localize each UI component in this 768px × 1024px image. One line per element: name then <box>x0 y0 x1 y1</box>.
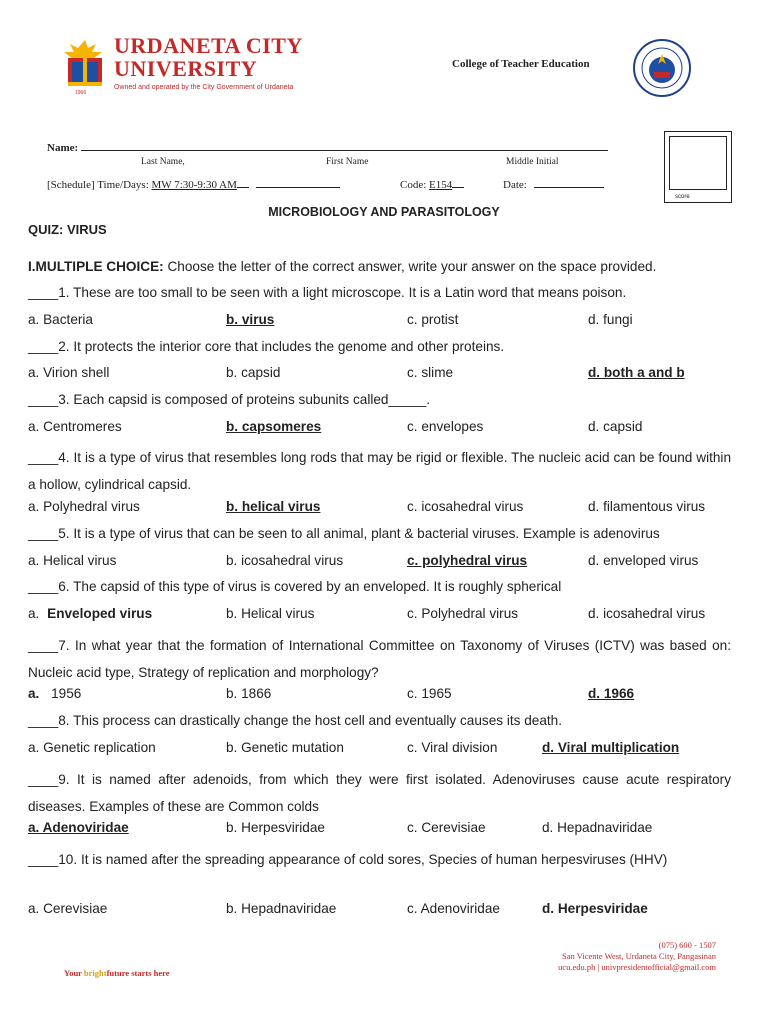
option-d[interactable]: d. Hepadnaviridae <box>542 820 653 835</box>
answer-blank[interactable]: ____ <box>28 638 59 653</box>
question-10 <box>28 846 731 873</box>
schedule-extra-line[interactable] <box>256 177 340 188</box>
option-b[interactable]: b. 1866 <box>226 686 272 701</box>
option-b[interactable]: b. Genetic mutation <box>226 740 344 755</box>
question-text: It is named after adenoids, from which they were first isolated. Adenoviruses cause acute respiratory diseases. Examples of these are Common colds <box>28 772 731 814</box>
name-label: Name: <box>47 142 79 154</box>
option-a[interactable]: a. Cerevisiae <box>28 901 108 916</box>
question-text: It protects the interior core that includes the genome and other proteins. <box>73 339 505 354</box>
option-b[interactable]: b. Herpesviridae <box>226 820 325 835</box>
answer-blank[interactable]: ____ <box>28 450 59 465</box>
question-8 <box>28 712 562 730</box>
question-text: These are too small to be seen with a light microscope. It is a Latin word that means poison. <box>73 285 627 300</box>
first-name-caption: First Name <box>326 157 369 167</box>
option-a[interactable]: a. Centromeres <box>28 419 122 434</box>
date-label: Date: <box>503 179 527 191</box>
option-a[interactable]: a. Helical virus <box>28 553 117 568</box>
option-text: 1956 <box>51 686 82 701</box>
question-6 <box>28 578 561 596</box>
schedule-row <box>47 177 340 191</box>
question-1 <box>28 284 626 302</box>
option-c[interactable]: c. Viral division <box>407 740 498 755</box>
schedule-label: [Schedule] Time/Days: <box>47 179 149 191</box>
middle-initial-caption: Middle Initial <box>506 157 559 167</box>
quiz-title: QUIZ: VIRUS <box>28 222 107 237</box>
option-text: Enveloped virus <box>47 606 153 621</box>
question-text: The capsid of this type of virus is covered by an enveloped. It is roughly spherical <box>73 579 562 594</box>
option-a[interactable]: a. Genetic replication <box>28 740 156 755</box>
footer-tagline <box>64 968 170 978</box>
answer-blank[interactable]: ____ <box>28 579 59 594</box>
question-text: It is a type of virus that resembles long rods that may be rigid or flexible. The nucleic acid can be found within a hollow, cylindrical capsid. <box>28 450 732 492</box>
course-title: MICROBIOLOGY AND PARASITOLOGY <box>268 205 500 219</box>
question-text: It is named after the spreading appearance of cold sores, Species of human herpesviruses (HHV) <box>80 852 668 867</box>
university-logo-icon <box>62 38 108 90</box>
question-4 <box>28 444 731 498</box>
question-number: 4. <box>58 450 70 465</box>
option-c[interactable]: c. protist <box>407 312 459 327</box>
brand-line-1: URDANETA CITY <box>114 33 303 58</box>
question-number: 9. <box>58 772 70 787</box>
tagline-part-2: bright <box>83 968 107 978</box>
question-text: Each capsid is composed of proteins subunits called_____. <box>73 392 431 407</box>
question-number: 3. <box>58 392 70 407</box>
option-b[interactable]: b. icosahedral virus <box>226 553 344 568</box>
question-5 <box>28 525 660 543</box>
option-b[interactable]: b. Helical virus <box>226 606 315 621</box>
code-line[interactable] <box>452 177 464 188</box>
university-name <box>114 34 303 80</box>
option-d[interactable]: d. filamentous virus <box>588 499 706 514</box>
option-d[interactable]: d. icosahedral virus <box>588 606 706 621</box>
question-3 <box>28 391 430 409</box>
score-box[interactable] <box>664 131 732 203</box>
option-d-correct[interactable]: d. Herpesviridae <box>542 901 648 916</box>
option-d-correct[interactable]: d. both a and b <box>588 365 685 380</box>
answer-blank[interactable]: ____ <box>28 392 59 407</box>
option-a-correct[interactable] <box>28 606 152 621</box>
question-number: 5. <box>58 526 70 541</box>
option-a[interactable]: a. Polyhedral virus <box>28 499 140 514</box>
footer-contact[interactable]: ucu.edu.ph | univpresidentofficial@gmail.com <box>558 962 716 972</box>
question-number: 8. <box>58 713 70 728</box>
question-text: This process can drastically change the host cell and eventually causes its death. <box>73 713 563 728</box>
brand-tagline: Owned and operated by the City Government of Urdaneta <box>114 84 294 91</box>
option-c-correct[interactable]: c. polyhedral virus <box>407 553 528 568</box>
option-c[interactable]: c. envelopes <box>407 419 484 434</box>
logo-year: 1966 <box>75 90 87 96</box>
question-text: It is a type of virus that can be seen to all animal, plant & bacterial viruses. Example is adenovirus <box>73 526 660 541</box>
schedule-line[interactable] <box>237 177 249 188</box>
code-row <box>400 177 464 191</box>
answer-blank[interactable]: ____ <box>28 339 59 354</box>
tagline-part-1: Your <box>64 968 84 978</box>
option-c[interactable]: c. 1965 <box>407 686 452 701</box>
option-c[interactable]: c. Cerevisiae <box>407 820 486 835</box>
section-instruction <box>28 258 656 276</box>
option-b[interactable]: b. capsid <box>226 365 281 380</box>
answer-blank[interactable]: ____ <box>28 852 59 867</box>
option-d[interactable]: d. capsid <box>588 419 643 434</box>
option-a[interactable]: a. Virion shell <box>28 365 110 380</box>
section-text: Choose the letter of the correct answer, write your answer on the space provided. <box>167 259 657 274</box>
answer-blank[interactable]: ____ <box>28 285 59 300</box>
option-b-correct[interactable]: b. capsomeres <box>226 419 322 434</box>
option-d[interactable]: d. enveloped virus <box>588 553 699 568</box>
score-label: score <box>675 194 690 200</box>
brand-line-2: UNIVERSITY <box>114 56 258 81</box>
question-number: 7. <box>58 638 70 653</box>
tagline-part-3: future starts here <box>106 968 170 978</box>
score-inner <box>669 136 727 190</box>
answer-blank[interactable]: ____ <box>28 526 59 541</box>
question-text: In what year that the formation of International Committee on Taxonomy of Viruses (ICTV) was based on: Nucleic acid type, Strategy of replication and morphology? <box>28 638 731 680</box>
footer-address <box>558 940 716 973</box>
option-d-correct[interactable]: d. Viral multiplication <box>542 740 680 755</box>
name-line[interactable] <box>81 138 608 151</box>
option-c[interactable]: c. Polyhedral virus <box>407 606 519 621</box>
option-a-correct[interactable]: a. Adenoviridae <box>28 820 129 835</box>
code-value[interactable]: E154 <box>429 179 453 191</box>
option-c[interactable]: c. Adenoviridae <box>407 901 500 916</box>
option-d[interactable]: d. fungi <box>588 312 633 327</box>
question-number: 6. <box>58 579 70 594</box>
answer-blank[interactable]: ____ <box>28 772 59 787</box>
option-b-correct[interactable]: b. helical virus <box>226 499 321 514</box>
question-number: 10. <box>58 852 78 867</box>
option-b-correct[interactable]: b. virus <box>226 312 275 327</box>
answer-blank[interactable]: ____ <box>28 713 59 728</box>
code-label: Code: <box>400 179 427 191</box>
footer-street: San Vicente West, Urdaneta City, Pangasinan <box>562 951 716 961</box>
section-label: I.MULTIPLE CHOICE: <box>28 259 164 274</box>
option-a[interactable] <box>28 686 81 701</box>
option-letter: a. <box>28 606 40 621</box>
question-number: 1. <box>58 285 70 300</box>
schedule-value[interactable]: MW 7:30-9:30 AM <box>151 179 237 191</box>
university-seal-icon <box>632 38 692 98</box>
option-letter: a. <box>28 686 40 701</box>
option-a[interactable]: a. Bacteria <box>28 312 93 327</box>
question-7 <box>28 632 731 686</box>
question-9 <box>28 766 731 820</box>
last-name-caption: Last Name, <box>141 157 185 167</box>
footer-phone: (075) 600 - 1507 <box>658 940 716 950</box>
option-c[interactable]: c. slime <box>407 365 454 380</box>
name-field[interactable] <box>47 138 608 154</box>
date-row <box>503 177 604 191</box>
question-2 <box>28 338 504 356</box>
option-d-correct[interactable]: d. 1966 <box>588 686 635 701</box>
date-line[interactable] <box>534 177 604 188</box>
option-c[interactable]: c. icosahedral virus <box>407 499 524 514</box>
college-name: College of Teacher Education <box>452 58 590 70</box>
option-b[interactable]: b. Hepadnaviridae <box>226 901 337 916</box>
question-number: 2. <box>58 339 70 354</box>
